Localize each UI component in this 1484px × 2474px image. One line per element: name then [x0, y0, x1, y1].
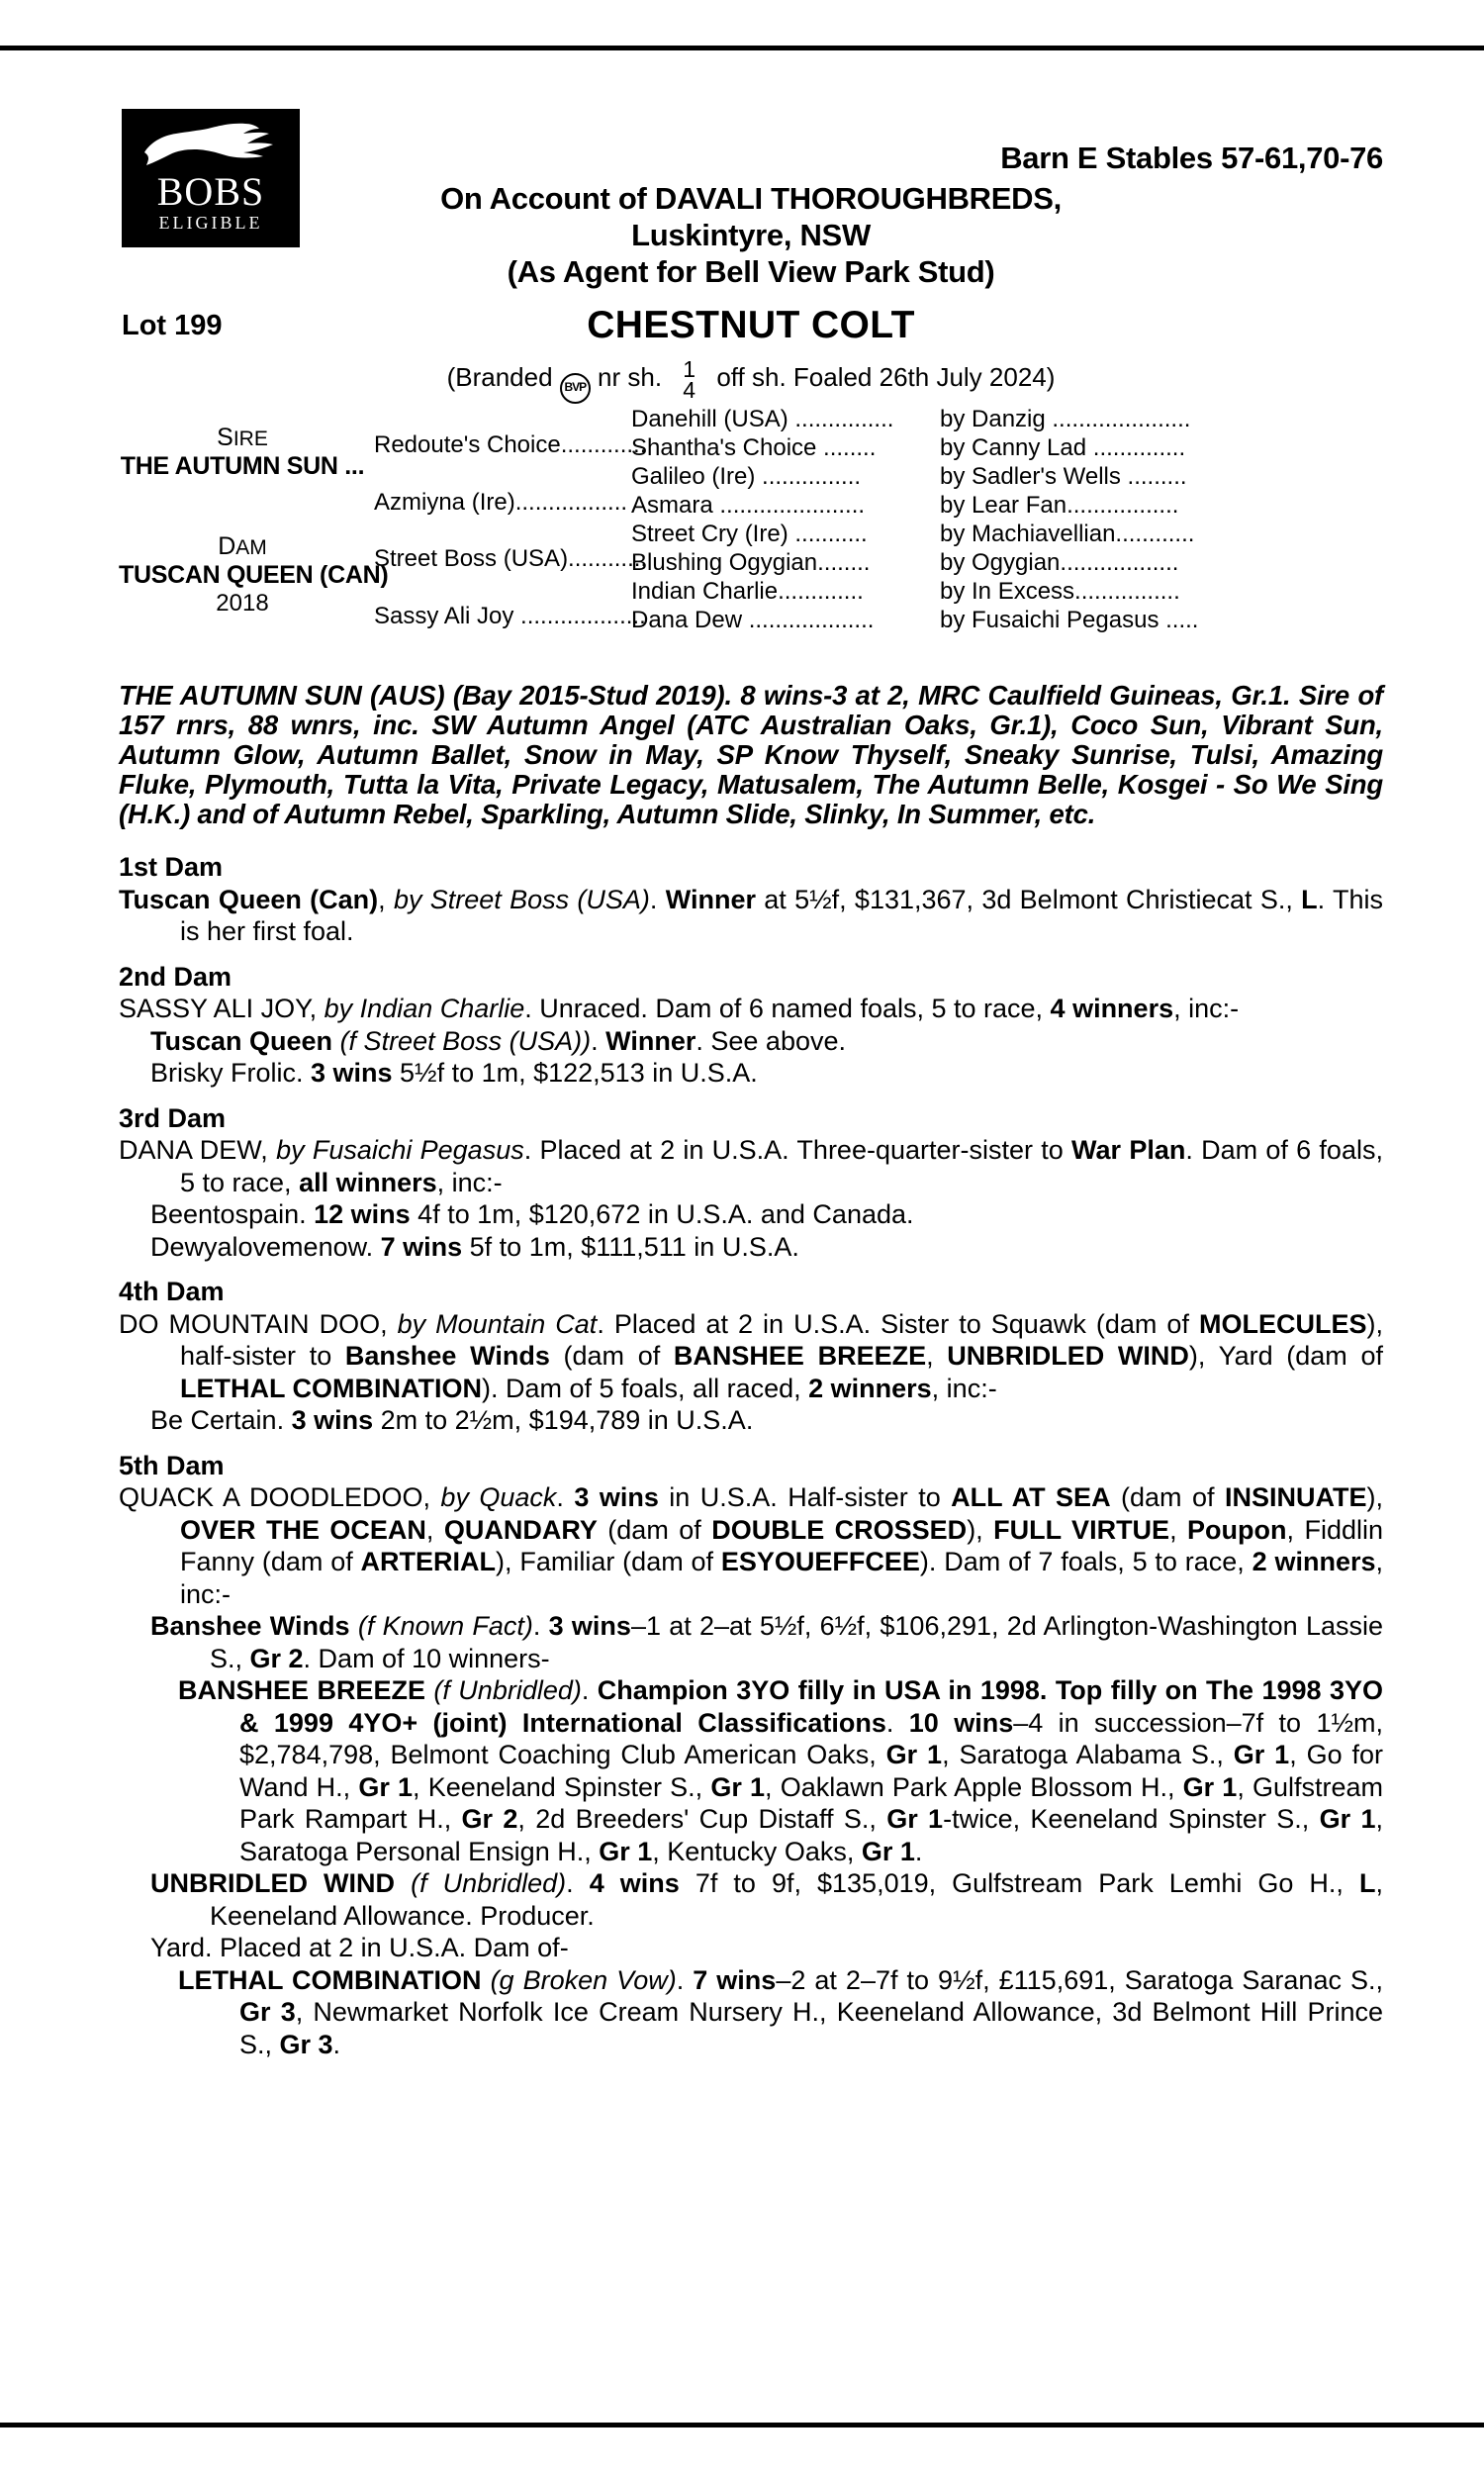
progeny-bold-k: Gr 1 — [599, 1836, 653, 1866]
dam-5th-text-j: ), Familiar (dam of — [496, 1547, 721, 1576]
progeny-paren: (f Unbridled) — [411, 1868, 567, 1898]
dam-4th-bold-e: LETHAL COMBINATION — [180, 1373, 482, 1403]
bottom-divider — [0, 2423, 1484, 2427]
progeny-bold-b: 10 wins — [908, 1707, 1014, 1738]
greatgreat-sire-4: by Lear Fan................. — [940, 492, 1179, 519]
dam-1st-winner: Winner — [665, 884, 756, 914]
progeny-bold-b: L — [1358, 1868, 1376, 1898]
progeny-text-c: , Saratoga Alabama S., — [942, 1740, 1234, 1769]
dam-label: DAM — [218, 532, 267, 560]
bobs-logo-word: BOBS — [156, 169, 265, 214]
progeny-text-c: . — [332, 2029, 341, 2059]
dam-4th-text-g: , inc:- — [931, 1373, 997, 1403]
vendor-block — [119, 180, 1383, 290]
dam-4th-text-d: , — [926, 1341, 948, 1371]
dam-5th-bold-f: DOUBLE CROSSED — [711, 1514, 968, 1545]
progeny-row-yard: Yard. Placed at 2 in U.S.A. Dam of- — [150, 1933, 569, 1962]
dam-2nd-text-b: , inc:- — [1173, 994, 1240, 1023]
dam-4th-name: DO MOUNTAIN DOO — [119, 1308, 381, 1339]
dam-5th-bold-d: OVER THE OCEAN — [180, 1514, 426, 1545]
dam-5th-text-e: , — [425, 1514, 444, 1545]
dam-5th-text-d: ), — [1366, 1482, 1383, 1512]
progeny-row — [119, 1057, 1383, 1090]
progeny-bold-l: Gr 1 — [861, 1836, 915, 1866]
dam-5th-bold-c: INSINUATE — [1224, 1482, 1367, 1512]
dam-entry-4th: DO MOUNTAIN DOO, by Mountain Cat. Placed at 2 in U.S.A. Sister to Squawk (dam of MOLECULES), half-sister to Banshee Winds (dam of BANSHEE BREEZE, UNBRIDLED WIND), Yard (dam of LETHAL COMBINATION). Dam of 5 foals, all raced, 2 winners, inc:- — [119, 1308, 1383, 1403]
progeny-text-b: –4 in succession–7f to 1½m, $2,784,798, Belmont Coaching Club American Oaks, — [239, 1707, 1383, 1769]
progeny-text-l: . — [914, 1836, 923, 1866]
dam-3rd-sireby: by Fusaichi Pegasus — [276, 1135, 524, 1165]
top-divider — [0, 46, 1484, 50]
branded-prefix: (Branded — [446, 362, 553, 392]
progeny-text-b: . Dam of 10 winners- — [303, 1643, 550, 1673]
dam-entry-5th: QUACK A DOODLEDOO, by Quack. 3 wins in U.S.A. Half-sister to ALL AT SEA (dam of INSINUATE), OVER THE OCEAN, QUANDARY (dam of DOUBLE CROSSED), FULL VIRTUE, Poupon, Fiddlin Fanny (dam of ARTERIAL), Familiar (dam of ESYOUEFFCEE). Dam of 7 foals, 5 to race, 2 winners, inc:- — [119, 1482, 1384, 1609]
dam-1st-sireby: by Street Boss (USA) — [393, 884, 650, 914]
progeny-bold-b: Gr 3 — [239, 1997, 296, 2027]
progeny-text-a: –2 at 2–7f to 9½f, £115,691, Saratoga Saranac S., — [776, 1964, 1383, 1995]
dam-5th-text-g: ), — [967, 1514, 994, 1545]
greatgreat-sire-6: by Ogygian.................. — [940, 549, 1179, 576]
dam-5th-text-c: (dam of — [1110, 1482, 1225, 1512]
progeny-bold-i: Gr 1 — [886, 1804, 944, 1834]
grandparent-4: Sassy Ali Joy ................... — [374, 603, 646, 629]
progeny-tail: . See above. — [696, 1025, 847, 1056]
dam-4th-bold-c: BANSHEE BREEZE — [673, 1341, 927, 1371]
progeny-paren: (f Unbridled) — [433, 1675, 582, 1705]
greatgrandparent-4: Asmara ...................... — [631, 492, 866, 519]
dam-1st-level: L — [1301, 884, 1318, 914]
progeny-name: Beentospain. — [150, 1199, 315, 1229]
vendor-line-3: (As Agent for Bell View Park Stud) — [507, 254, 995, 289]
dam-3rd-text-b: . Dam of 6 foals, 5 to race, — [180, 1135, 1383, 1197]
dam-3rd-bold-a: War Plan — [1071, 1135, 1186, 1165]
brand-fraction-numerator: 1 — [683, 356, 696, 382]
progeny-bold-e: Gr 1 — [358, 1771, 414, 1802]
dam-entry-1st: Tuscan Queen (Can), by Street Boss (USA). Winner at 5½f, $131,367, 3d Belmont Christiecat S., L. This is her first foal. — [119, 884, 1383, 946]
pedigree-table — [119, 406, 1383, 638]
dam-5th-text-l: , inc:- — [180, 1547, 1384, 1609]
progeny-name: Be Certain. — [150, 1405, 292, 1435]
dam-year: 2018 — [216, 590, 269, 617]
progeny-paren: (f Street Boss (USA)) — [339, 1025, 592, 1056]
progeny-bold: 12 wins — [314, 1199, 411, 1229]
dam-2nd-text-a: . Unraced. Dam of 6 named foals, 5 to race, — [524, 994, 1051, 1023]
progeny-bold-g: Gr 1 — [1182, 1771, 1238, 1802]
page-title: CHESTNUT COLT — [587, 304, 915, 346]
dam-entry-3rd: DANA DEW, by Fusaichi Pegasus. Placed at 2 in U.S.A. Three-quarter-sister to War Plan. Dam of 6 foals, 5 to race, all winners, inc:- — [119, 1135, 1383, 1197]
progeny-bold-a: 4 wins — [589, 1868, 680, 1898]
progeny-name: LETHAL COMBINATION — [178, 1964, 482, 1995]
greatgreat-sire-1: by Danzig ..................... — [940, 406, 1191, 432]
progeny-name: BANSHEE BREEZE — [178, 1675, 425, 1705]
progeny-text-a: –1 at 2–at 5½f, 6½f, $106,291, 2d Arlington-Washington Lassie S., — [210, 1611, 1383, 1673]
vendor-line-1: On Account of DAVALI THOROUGHBREDS, — [440, 181, 1062, 216]
branded-middle: nr sh. — [598, 362, 663, 392]
progeny-row: BANSHEE BREEZE (f Unbridled). Champion 3YO filly in USA in 1998. Top filly on The 1998 3YO & 1999 4YO+ (joint) International Classifications. 10 wins–4 in succession–7f to 1½m, $2,784,798, Belmont Coaching Club American Oaks, Gr 1, Saratoga Alabama S., Gr 1, Go for Wand H., Gr 1, Keeneland Spinster S., Gr 1, Oaklawn Park Apple Blossom H., Gr 1, Gulfstream Park Rampart H., Gr 2, 2d Breeders' Cup Distaff S., Gr 1-twice, Keeneland Spinster S., Gr 1, Saratoga Personal Ensign H., Gr 1, Kentucky Oaks, Gr 1. — [178, 1675, 1384, 1866]
progeny-text-i: -twice, Keeneland Spinster S., — [943, 1804, 1320, 1834]
dam-2nd-bold-a: 4 winners — [1050, 994, 1174, 1023]
progeny-bold-c: Gr 1 — [885, 1740, 943, 1769]
brand-fraction — [683, 356, 696, 403]
progeny-name: UNBRIDLED WIND — [150, 1868, 396, 1898]
greatgrandparent-3: Galileo (Ire) ............... — [631, 463, 862, 490]
grandparent-1: Redoute's Choice............. — [374, 431, 647, 458]
lot-number: Lot 199 — [122, 310, 223, 341]
dam-5th-text-a: . — [556, 1482, 575, 1512]
bvp-brand-icon: BVP — [560, 373, 591, 404]
greatgrandparent-6: Blushing Ogygian........ — [631, 549, 871, 576]
progeny-tail: 4f to 1m, $120,672 in U.S.A. and Canada. — [410, 1199, 914, 1229]
grandparent-3: Street Boss (USA)............ — [374, 545, 648, 572]
pedigree-dam-group — [119, 532, 389, 618]
dam-5th-bold-j: ESYOUEFFCEE — [720, 1547, 920, 1576]
progeny-name: Banshee Winds — [150, 1611, 350, 1641]
dam-entry-2nd: SASSY ALI JOY, by Indian Charlie. Unraced. Dam of 6 named foals, 5 to race, 4 winners, inc:- — [119, 994, 1240, 1023]
dam-3rd-name: DANA DEW — [119, 1135, 261, 1165]
progeny-text-f: , Oaklawn Park Apple Blossom H., — [765, 1771, 1183, 1802]
barn-stables-label: Barn E Stables 57-61,70-76 — [1000, 141, 1383, 175]
progeny-row — [119, 1198, 1383, 1231]
progeny-bold: 3 wins — [291, 1405, 374, 1435]
dam-3rd-text-c: , inc:- — [436, 1167, 503, 1197]
dam-1st-tail: . This is her first foal. — [180, 884, 1383, 946]
progeny-text-a: 7f to 9f, $135,019, Gulfstream Park Lemhi Go H., — [679, 1868, 1359, 1898]
dam-4th-text-a: . Placed at 2 in U.S.A. Sister to Squawk (dam of — [597, 1308, 1199, 1339]
progeny-row — [119, 1404, 1383, 1437]
progeny-bold-a: Champion 3YO filly in USA in 1998. Top filly on The 1998 3YO & 1999 4YO+ (joint) International Classifications — [239, 1675, 1383, 1738]
dam-5th-sireby: by Quack — [440, 1482, 557, 1512]
progeny-text-e: , Keeneland Spinster S., — [413, 1771, 711, 1802]
bobs-horse-head-icon — [137, 119, 285, 172]
sire-label: SIRE — [217, 424, 268, 451]
dam-heading-4th: 4th Dam — [119, 1277, 225, 1306]
dam-4th-text-e: ), Yard (dam of — [1188, 1341, 1383, 1371]
dam-heading-1st: 1st Dam — [119, 852, 224, 882]
progeny-row: Tuscan Queen (f Street Boss (USA)). Winner. See above. — [150, 1025, 847, 1056]
dam-2nd-sireby: by Indian Charlie — [324, 994, 525, 1023]
progeny-bold-h: Gr 2 — [461, 1804, 518, 1834]
dam-5th-bold-h: Poupon — [1187, 1514, 1287, 1545]
dam-4th-bold-b: Banshee Winds — [344, 1341, 550, 1371]
greatgrandparent-2: Shantha's Choice ........ — [631, 434, 877, 461]
progeny-bold-d: Gr 1 — [1233, 1740, 1290, 1769]
progeny-bold-c: Gr 3 — [279, 2029, 333, 2059]
dam-5th-text-h: , — [1169, 1514, 1188, 1545]
progeny-bold-f: Gr 1 — [710, 1771, 766, 1802]
dam-5th-text-i: , Fiddlin Fanny (dam of — [180, 1514, 1383, 1576]
progeny-name: Dewyalovemenow. — [150, 1231, 381, 1262]
dam-5th-name: QUACK A DOODLEDOO — [119, 1482, 423, 1512]
progeny-bold-j: Gr 1 — [1319, 1804, 1376, 1834]
dam-3rd-bold-b: all winners — [299, 1167, 437, 1197]
dam-3rd-text-a: . Placed at 2 in U.S.A. Three-quarter-sister to — [523, 1135, 1072, 1165]
progeny-bold: Winner — [605, 1025, 696, 1056]
branding-line — [119, 356, 1383, 404]
progeny-text-h: , 2d Breeders' Cup Distaff S., — [517, 1804, 887, 1834]
dam-1st-name: Tuscan Queen (Can) — [119, 884, 379, 914]
branded-suffix: off sh. Foaled 26th July 2024) — [716, 362, 1056, 392]
dam-5th-bold-g: FULL VIRTUE — [993, 1514, 1170, 1545]
dam-name: TUSCAN QUEEN (CAN) — [119, 561, 389, 589]
dam-5th-bold-a: 3 wins — [574, 1482, 659, 1512]
dam-4th-text-b: ), half-sister to — [180, 1308, 1383, 1371]
dam-heading-5th: 5th Dam — [119, 1450, 225, 1480]
greatgreat-sire-7: by In Excess................ — [940, 578, 1180, 605]
greatgreat-sire-8: by Fusaichi Pegasus ..... — [940, 607, 1199, 633]
pedigree-sire-group — [119, 424, 366, 481]
dam-4th-bold-f: 2 winners — [808, 1373, 932, 1403]
greatgrandparent-5: Street Cry (Ire) ........... — [631, 521, 868, 547]
progeny-tail: 5½f to 1m, $122,513 in U.S.A. — [392, 1058, 758, 1088]
greatgreat-sire-5: by Machiavellian............ — [940, 521, 1195, 547]
progeny-row — [119, 1231, 1383, 1264]
progeny-text-j: , Saratoga Personal Ensign H., — [239, 1804, 1383, 1866]
progeny-text-a: . — [885, 1707, 909, 1738]
dam-4th-sireby: by Mountain Cat — [397, 1308, 598, 1339]
greatgrandparent-7: Indian Charlie............. — [631, 578, 864, 605]
dam-heading-2nd: 2nd Dam — [119, 961, 232, 992]
progeny-bold: 7 wins — [380, 1231, 463, 1262]
sire-summary-paragraph: THE AUTUMN SUN (AUS) (Bay 2015-Stud 2019). 8 wins-3 at 2, MRC Caulfield Guineas, Gr.1. Sire of 157 rnrs, 88 wnrs, inc. SW Autumn Angel (ATC Australian Oaks, Gr.1), Coco Sun, Vibrant Sun, Autumn Glow, Autumn Ballet, Snow in May, SP Know Thyself, Sneaky Sunrise, Tulsi, Amazing Fluke, Plymouth, Tutta la Vita, Private Legacy, Matusalem, The Autumn Belle, Kosgei - So We Sing (H.K.) and of Autumn Rebel, Sparkling, Autumn Slide, Slinky, In Summer, etc. — [119, 680, 1383, 829]
progeny-name: Brisky Frolic. — [150, 1058, 311, 1088]
sire-name: THE AUTUMN SUN ... — [120, 452, 365, 480]
greatgrandparent-1: Danehill (USA) ............... — [631, 406, 894, 432]
progeny-bold-b: Gr 2 — [249, 1643, 304, 1673]
header — [119, 59, 1383, 403]
bobs-logo-subtitle: ELIGIBLE — [158, 213, 263, 233]
dam-4th-text-c: (dam of — [549, 1341, 674, 1371]
greatgrandparent-8: Dana Dew ................... — [631, 607, 875, 633]
progeny-text-d: , Go for Wand H., — [239, 1740, 1383, 1802]
progeny-tail: 5f to 1m, $111,511 in U.S.A. — [462, 1231, 799, 1262]
progeny-row: Banshee Winds (f Known Fact). 3 wins–1 at 2–at 5½f, 6½f, $106,291, 2d Arlington-Washington Lassie S., Gr 2. Dam of 10 winners- — [150, 1611, 1383, 1673]
progeny-text-b: , Newmarket Norfolk Ice Cream Nursery H., Keeneland Allowance, 3d Belmont Hill Prince S., — [239, 1997, 1384, 2059]
progeny-row: LETHAL COMBINATION (g Broken Vow). 7 wins–2 at 2–7f to 9½f, £115,691, Saratoga Saranac S., Gr 3, Newmarket Norfolk Ice Cream Nursery H., Keeneland Allowance, 3d Belmont Hill Prince S., Gr 3. — [178, 1964, 1384, 2059]
page-content — [119, 59, 1384, 2059]
progeny-text-k: , Kentucky Oaks, — [652, 1836, 862, 1866]
dam-5th-text-b: in U.S.A. Half-sister to — [658, 1482, 952, 1512]
progeny-name: Tuscan Queen — [150, 1025, 333, 1056]
dam-5th-bold-e: QUANDARY — [443, 1514, 598, 1545]
vendor-line-2: Luskintyre, NSW — [631, 218, 871, 252]
dam-4th-text-f: ). Dam of 5 foals, all raced, — [481, 1373, 809, 1403]
dam-5th-bold-k: 2 winners — [1252, 1547, 1376, 1576]
progeny-text-b: , Keeneland Allowance. Producer. — [210, 1868, 1383, 1931]
dam-5th-bold-i: ARTERIAL — [360, 1547, 497, 1576]
progeny-paren: (g Broken Vow) — [490, 1964, 677, 1995]
lot-title-row — [119, 304, 1383, 351]
dam-5th-text-f: (dam of — [597, 1514, 712, 1545]
dam-4th-bold-d: UNBRIDLED WIND — [947, 1341, 1189, 1371]
greatgreat-sire-3: by Sadler's Wells ......... — [940, 463, 1187, 490]
dam-1st-detail: at 5½f, $131,367, 3d Belmont Christiecat S., — [755, 884, 1302, 914]
progeny-bold-a: 3 wins — [548, 1611, 631, 1641]
greatgreat-sire-2: by Canny Lad .............. — [940, 434, 1186, 461]
progeny-row: UNBRIDLED WIND (f Unbridled). 4 wins 7f to 9f, $135,019, Gulfstream Park Lemhi Go H., L, Keeneland Allowance. Producer. — [150, 1868, 1383, 1931]
progeny-paren: (f Known Fact) — [357, 1611, 533, 1641]
dam-4th-bold-a: MOLECULES — [1198, 1308, 1367, 1339]
dam-2nd-name: SASSY ALI JOY — [119, 994, 310, 1023]
brand-fraction-denominator: 4 — [683, 377, 696, 403]
dam-5th-text-k: ). Dam of 7 foals, 5 to race, — [919, 1547, 1252, 1576]
dam-sections — [119, 851, 1383, 2060]
dam-heading-3rd: 3rd Dam — [119, 1102, 227, 1133]
grandparent-2: Azmiyna (Ire)................. — [374, 489, 628, 516]
progeny-text-g: , Gulfstream Park Rampart H., — [239, 1771, 1384, 1834]
progeny-bold-a: 7 wins — [693, 1964, 777, 1995]
progeny-bold: 3 wins — [311, 1058, 393, 1088]
dam-5th-bold-b: ALL AT SEA — [951, 1482, 1111, 1512]
progeny-tail: 2m to 2½m, $194,789 in U.S.A. — [373, 1405, 754, 1435]
